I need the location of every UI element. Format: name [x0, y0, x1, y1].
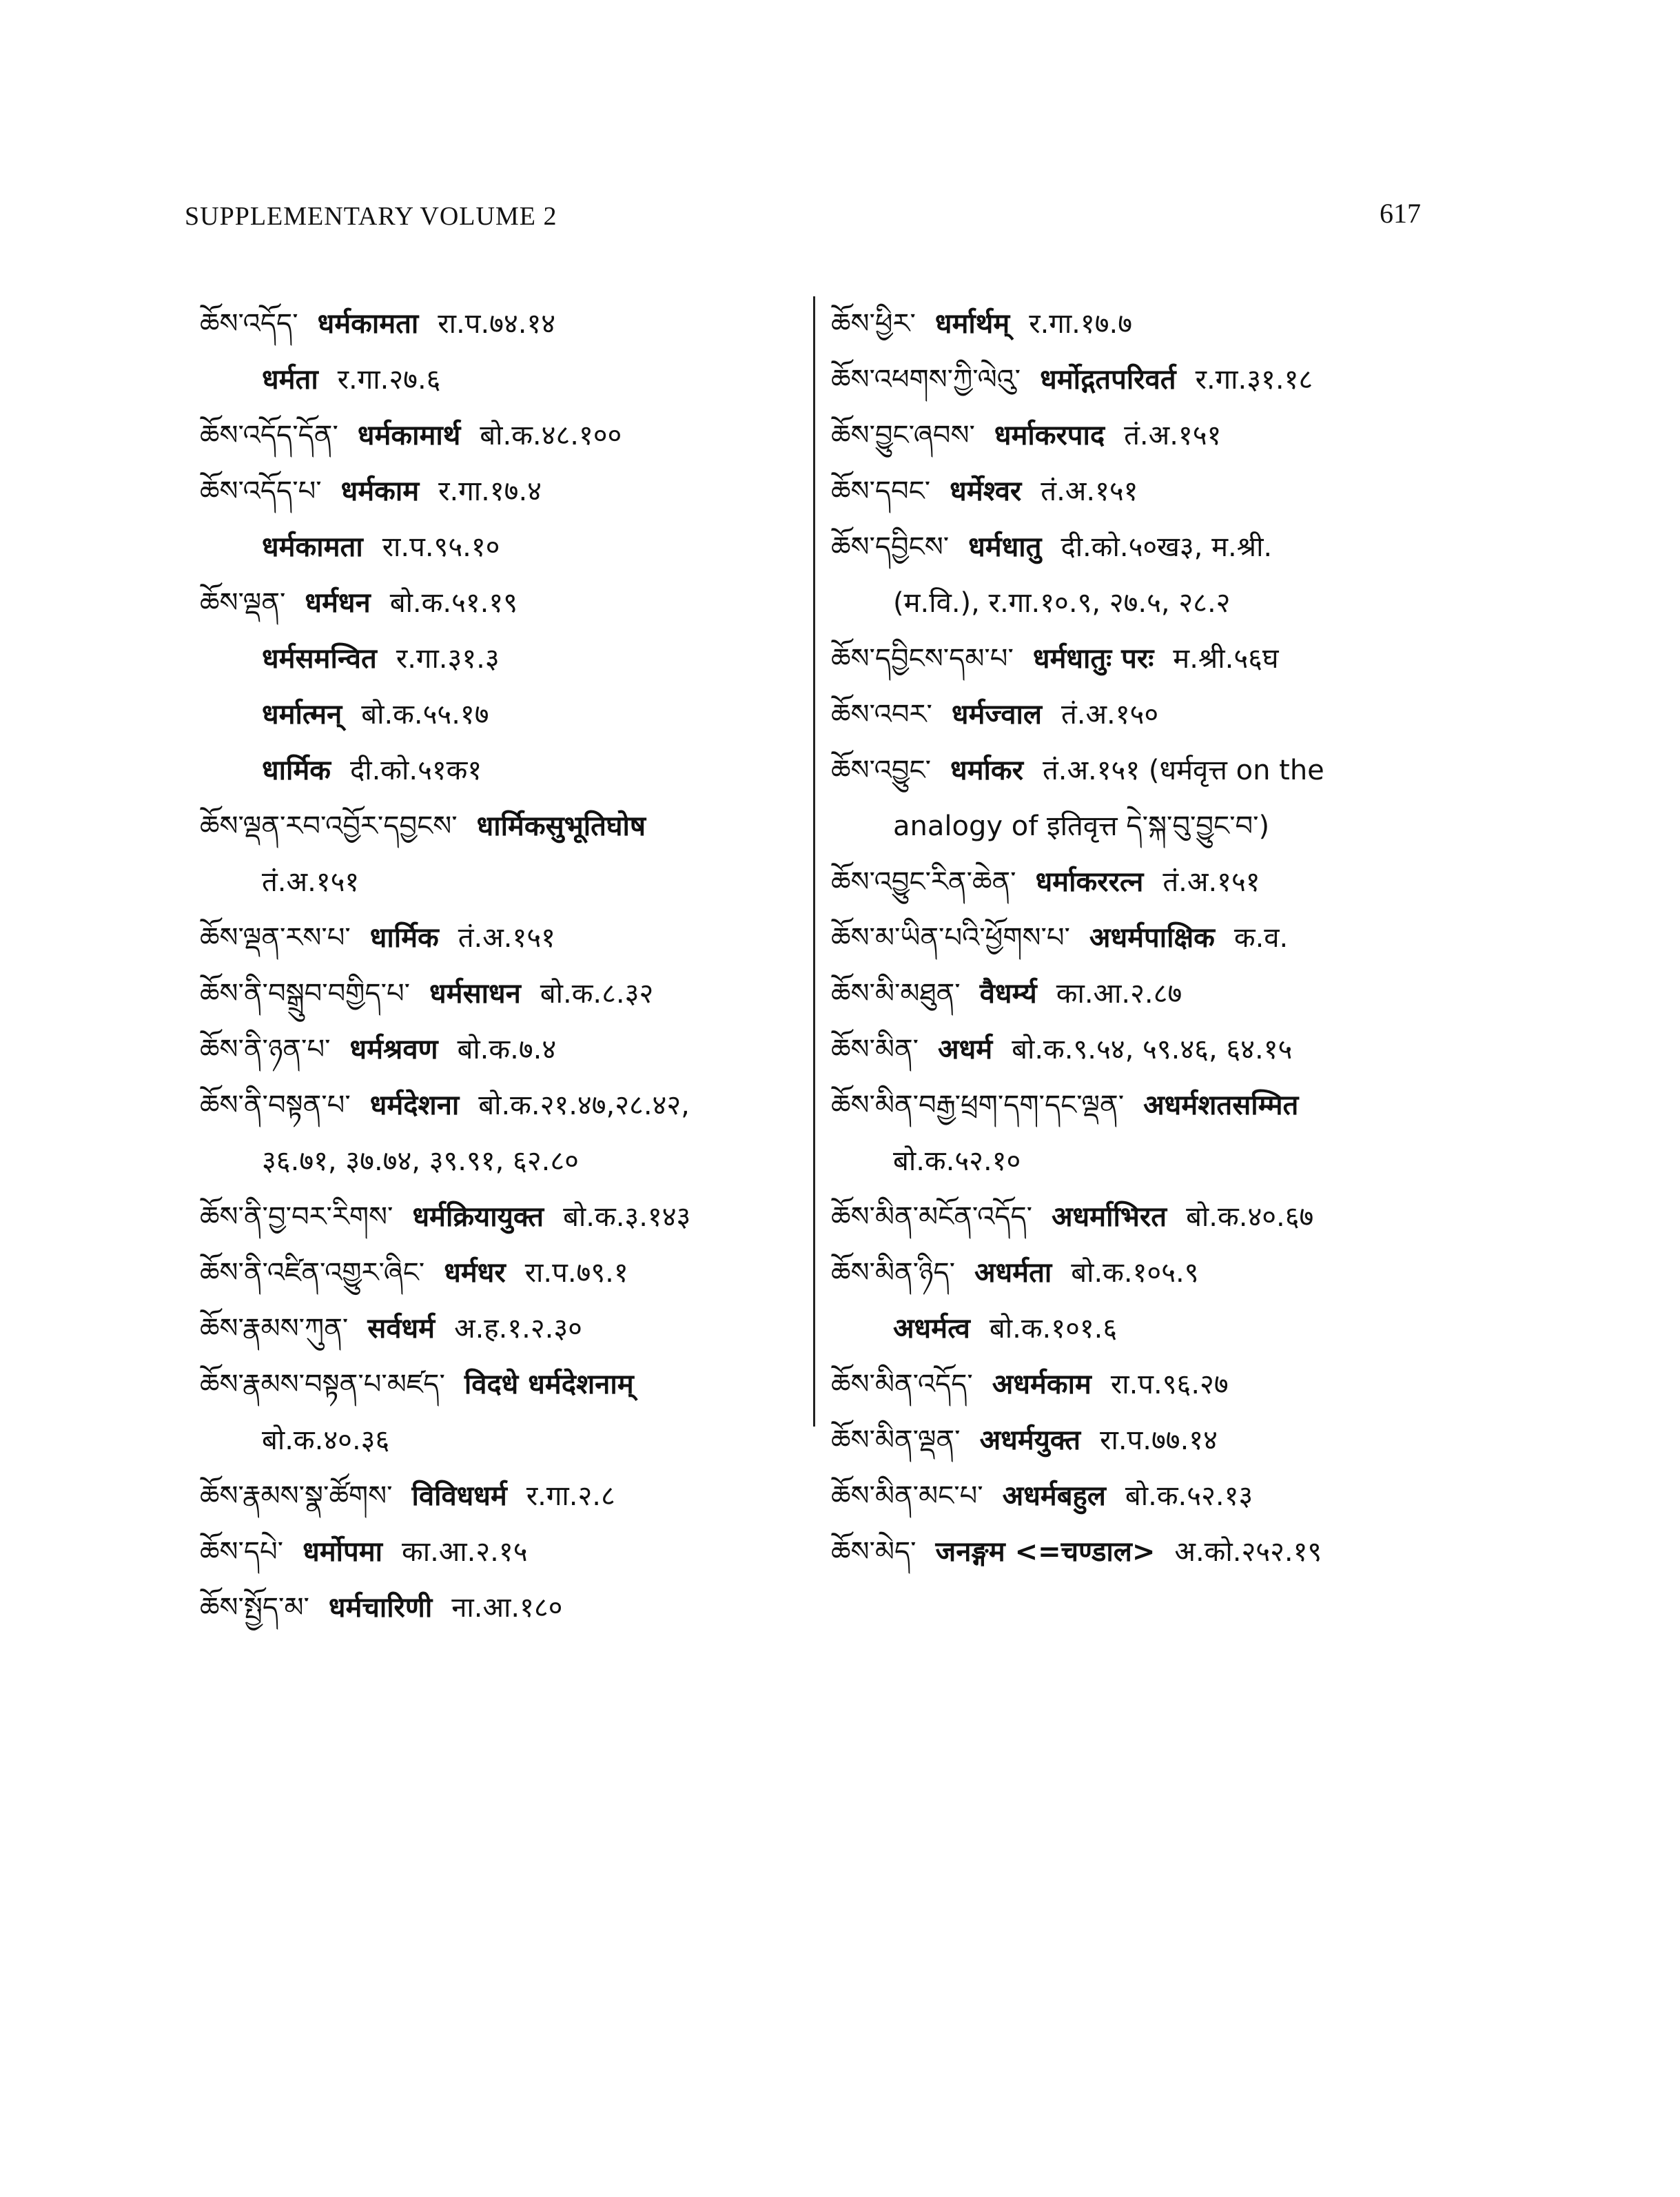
sanskrit-term: धर्माकरपाद	[994, 420, 1105, 451]
source-reference: र.गा.१७.४	[438, 476, 542, 507]
source-reference: बो.क.४०.३६	[262, 1424, 390, 1456]
sanskrit-term: धर्मसाधन	[429, 978, 521, 1010]
dictionary-entry	[831, 415, 1437, 456]
sanskrit-term: धर्मता	[262, 364, 318, 396]
tibetan-headword: ཆོས་མིན་བརྒྱ་ཕྲག་དག་དང་ལྡན་	[831, 1090, 1125, 1121]
source-reference: बो.क.९.५४, ५९.४६, ६४.१५	[1012, 1034, 1293, 1065]
source-reference: तं.अ.१५१	[1124, 420, 1222, 451]
source-reference: बो.क.२१.४७,२८.४२,	[478, 1090, 690, 1121]
source-reference: का.आ.२.८७	[1056, 978, 1182, 1010]
source-reference: बो.क.१०५.९	[1071, 1257, 1199, 1289]
sanskrit-term: धार्मिक	[262, 755, 331, 786]
dictionary-entry	[831, 1475, 1437, 1517]
dictionary-entry	[831, 1531, 1437, 1573]
sanskrit-term: धर्मक्रियायुक्त	[412, 1201, 544, 1233]
dictionary-entry-continuation	[831, 1141, 1437, 1182]
source-reference: रा.प.९६.२७	[1110, 1369, 1229, 1400]
dictionary-entry-continuation	[200, 861, 806, 903]
dictionary-entry	[200, 1587, 806, 1628]
sanskrit-term: धर्मार्थम्	[934, 308, 1010, 340]
sanskrit-term: धर्मधर	[444, 1257, 506, 1289]
dictionary-entry-continuation	[831, 582, 1437, 624]
dictionary-entry	[200, 1475, 806, 1517]
sanskrit-term: सर्वधर्म	[367, 1313, 436, 1345]
sanskrit-term: धर्माकर	[950, 755, 1023, 786]
sanskrit-term: विविधधर्म	[411, 1480, 507, 1512]
sanskrit-term: धर्मोद्गतपरिवर्त	[1040, 364, 1176, 396]
source-reference: र.गा.२.८	[526, 1480, 615, 1512]
dictionary-entry	[200, 303, 806, 345]
dictionary-entry	[200, 1531, 806, 1573]
tibetan-headword: ཆོས་འབྱུང་	[831, 755, 931, 786]
sanskrit-term: वैधर्म्य	[979, 978, 1037, 1010]
running-header: SUPPLEMENTARY VOLUME 2	[185, 202, 557, 231]
dictionary-entry-continuation	[200, 359, 806, 400]
sanskrit-term: धर्मकाम	[340, 476, 420, 507]
source-reference: analogy of इतिवृत्त དེ་སྐ་བུ་བྱུང་བ་)	[893, 810, 1270, 842]
dictionary-entry	[831, 917, 1437, 959]
sanskrit-term: धर्मदेशना	[369, 1090, 460, 1121]
dictionary-entry	[200, 471, 806, 512]
tibetan-headword: ཆོས་རྣམས་སྣ་ཚོགས་	[200, 1480, 393, 1512]
source-reference: रा.प.७९.१	[524, 1257, 628, 1289]
dictionary-entry	[831, 861, 1437, 903]
sanskrit-term: जनङ्गम <=चण्डाल>	[935, 1536, 1156, 1568]
dictionary-entry	[831, 527, 1437, 568]
sanskrit-term: धार्मिक	[369, 922, 439, 954]
source-reference: तं.अ.१५१	[1041, 476, 1138, 507]
dictionary-entry-continuation	[200, 1141, 806, 1182]
sanskrit-term: धर्मज्वाल	[951, 699, 1042, 730]
source-reference: दी.को.५१क१	[349, 755, 482, 786]
dictionary-entry	[831, 359, 1437, 400]
page-number: 617	[1380, 198, 1421, 229]
source-reference: बो.क.७.४	[457, 1034, 557, 1065]
sanskrit-term: धर्मधन	[305, 587, 371, 619]
source-reference: बो.क.१०१.६	[989, 1313, 1118, 1345]
tibetan-headword: ཆོས་མིན་	[831, 1034, 919, 1065]
source-reference: तं.अ.१५१	[458, 922, 555, 954]
column-divider	[813, 296, 815, 1427]
dictionary-entry	[200, 1029, 806, 1070]
tibetan-headword: ཆོས་ཕྱིར་	[831, 308, 916, 340]
source-reference: ३६.७१, ३७.७४, ३९.९१, ६२.८०	[262, 1145, 579, 1177]
dictionary-entry	[831, 1420, 1437, 1461]
dictionary-entry-continuation	[200, 1420, 806, 1461]
source-reference: र.गा.२७.६	[337, 364, 441, 396]
source-reference: र.गा.१७.७	[1029, 308, 1133, 340]
sanskrit-term: धर्मकामता	[317, 308, 419, 340]
left-column	[200, 303, 806, 1643]
tibetan-headword: ཆོས་མིན་མང་པ་	[831, 1480, 983, 1512]
source-reference: र.गा.३१.१८	[1195, 364, 1313, 396]
sanskrit-term: अधर्मबहुल	[1002, 1480, 1106, 1512]
sanskrit-term: धर्मसमन्वित	[262, 643, 377, 675]
tibetan-headword: ཆོས་ནི་ཉན་པ་	[200, 1034, 331, 1065]
tibetan-headword: ཆོས་མ་ཡིན་པའི་ཕྱོགས་པ་	[831, 922, 1070, 954]
dictionary-entry-continuation	[200, 694, 806, 735]
source-reference: रा.प.९५.१०	[382, 531, 500, 563]
tibetan-headword: ཆོས་མེད་	[831, 1536, 916, 1568]
source-reference: बो.क.४०.६७	[1186, 1201, 1314, 1233]
tibetan-headword: ཆོས་རྣམས་བསྟན་པ་མཛད་	[200, 1369, 445, 1400]
source-reference: अ.ह.१.२.३०	[454, 1313, 582, 1345]
dictionary-entry-continuation	[831, 1308, 1437, 1349]
tibetan-headword: ཆོས་འབྱུང་རིན་ཆེན་	[831, 866, 1016, 898]
tibetan-headword: ཆོས་སྤྱོད་མ་	[200, 1592, 309, 1624]
dictionary-entry	[831, 973, 1437, 1014]
dictionary-entry	[200, 917, 806, 959]
source-reference: बो.क.४८.१००	[480, 420, 622, 451]
tibetan-headword: ཆོས་འབར་	[831, 699, 932, 730]
source-reference: रा.प.७४.१४	[438, 308, 556, 340]
tibetan-headword: ཆོས་དབང་	[831, 476, 931, 507]
source-reference: बो.क.५१.१९	[389, 587, 518, 619]
tibetan-headword: ཆོས་ནི་འཛིན་འགྱུར་ཞིང་	[200, 1257, 425, 1289]
source-reference: अ.को.२५२.१९	[1174, 1536, 1322, 1568]
sanskrit-term: विदधे धर्मदेशनाम्	[464, 1369, 634, 1400]
dictionary-entry	[831, 303, 1437, 345]
sanskrit-term: धर्मकामता	[262, 531, 363, 563]
dictionary-entry-continuation	[200, 638, 806, 679]
dictionary-entry	[200, 1308, 806, 1349]
source-reference: तं.अ.१५०	[1061, 699, 1159, 730]
sanskrit-term: धर्मात्मन्	[262, 699, 342, 730]
dictionary-entry-continuation	[831, 806, 1437, 847]
tibetan-headword: ཆོས་འདོད་དོན་	[200, 420, 338, 451]
dictionary-entry	[831, 1029, 1437, 1070]
sanskrit-term: धर्मधातुः परः	[1032, 643, 1154, 675]
dictionary-entry	[200, 415, 806, 456]
tibetan-headword: ཆོས་ལྡན་རས་པ་	[200, 922, 351, 954]
dictionary-entry	[200, 973, 806, 1014]
source-reference: र.गा.३१.३	[396, 643, 500, 675]
source-reference: तं.अ.१५१	[262, 866, 360, 898]
sanskrit-term: अधर्म	[938, 1034, 993, 1065]
tibetan-headword: ཆོས་བྱུང་ཞབས་	[831, 420, 975, 451]
dictionary-entry	[831, 694, 1437, 735]
source-reference: बो.क.८.३२	[540, 978, 654, 1010]
source-reference: बो.क.५२.१०	[893, 1145, 1021, 1177]
sanskrit-term: धार्मिकसुभूतिघोष	[476, 810, 646, 842]
dictionary-entry	[200, 806, 806, 847]
sanskrit-term: अधर्मकाम	[992, 1369, 1092, 1400]
tibetan-headword: ཆོས་མི་མཐུན་	[831, 978, 961, 1010]
dictionary-entry	[200, 582, 806, 624]
dictionary-entry	[200, 1085, 806, 1126]
tibetan-headword: ཆོས་མིན་ལྡན་	[831, 1424, 961, 1456]
tibetan-headword: ཆོས་དཔེ་	[200, 1536, 284, 1568]
source-reference: का.आ.२.१५	[401, 1536, 528, 1568]
tibetan-headword: ཆོས་ནི་བསྒྲུབ་བགྱིད་པ་	[200, 978, 411, 1010]
dictionary-entry	[831, 1085, 1437, 1126]
tibetan-headword: ཆོས་འདོད་པ་	[200, 476, 322, 507]
dictionary-entry-continuation	[200, 527, 806, 568]
tibetan-headword: ཆོས་རྣམས་ཀུན་	[200, 1313, 349, 1345]
tibetan-headword: ཆོས་འཕགས་ཀྱི་ལེའུ་	[831, 364, 1021, 396]
sanskrit-term: अधर्मपाक्षिक	[1089, 922, 1215, 954]
dictionary-entry	[831, 638, 1437, 679]
source-reference: क.व.	[1233, 922, 1289, 954]
tibetan-headword: ཆོས་དབྱིངས་དམ་པ་	[831, 643, 1014, 675]
tibetan-headword: ཆོས་ལྡན་	[200, 587, 286, 619]
tibetan-headword: ཆོས་མིན་ཉིད་	[831, 1257, 955, 1289]
tibetan-headword: ཆོས་འདོད་	[200, 308, 298, 340]
source-reference: ना.आ.१८०	[451, 1592, 563, 1624]
tibetan-headword: ཆོས་ནི་བསྟན་པ་	[200, 1090, 351, 1121]
sanskrit-term: अधर्माभिरत	[1052, 1201, 1167, 1233]
tibetan-headword: ཆོས་མིན་འདོད་	[831, 1369, 973, 1400]
source-reference: बो.क.५५.१७	[361, 699, 489, 730]
sanskrit-term: धर्मेश्वर	[950, 476, 1022, 507]
dictionary-entry	[831, 1196, 1437, 1238]
source-reference: दी.को.५०ख३, म.श्री.	[1061, 531, 1273, 563]
sanskrit-term: धर्माकररत्न	[1035, 866, 1144, 898]
source-reference: म.श्री.५६घ	[1173, 643, 1279, 675]
sanskrit-term: धर्मकामार्थ	[357, 420, 461, 451]
source-reference: रा.प.७७.१४	[1100, 1424, 1218, 1456]
dictionary-entry-continuation	[200, 750, 806, 791]
sanskrit-term: धर्मधातु	[968, 531, 1042, 563]
tibetan-headword: ཆོས་མིན་མངོན་འདོད་	[831, 1201, 1032, 1233]
dictionary-entry	[831, 1252, 1437, 1294]
dictionary-entry	[831, 1364, 1437, 1405]
tibetan-headword: ཆོས་དབྱིངས་	[831, 531, 950, 563]
sanskrit-term: अधर्मयुक्त	[979, 1424, 1081, 1456]
source-reference: बो.क.५२.१३	[1125, 1480, 1253, 1512]
source-reference: बो.क.३.१४३	[563, 1201, 691, 1233]
sanskrit-term: धर्मोपमा	[303, 1536, 382, 1568]
source-reference: तं.अ.१५१	[1162, 866, 1260, 898]
tibetan-headword: ཆོས་ལྡན་རབ་འབྱོར་དབྱངས་	[200, 810, 458, 842]
sanskrit-term: अधर्मशतसम्मित	[1143, 1090, 1299, 1121]
sanskrit-term: अधर्मता	[974, 1257, 1052, 1289]
source-reference: (म.वि.), र.गा.१०.९, २७.५, २८.२	[893, 587, 1231, 619]
dictionary-entry	[831, 471, 1437, 512]
sanskrit-term: धर्मचारिणी	[328, 1592, 433, 1624]
dictionary-entry	[200, 1252, 806, 1294]
right-column	[831, 303, 1437, 1587]
dictionary-entry	[831, 750, 1437, 791]
sanskrit-term: अधर्मत्व	[893, 1313, 970, 1345]
tibetan-headword: ཆོས་ནི་བྱ་བར་རིགས་	[200, 1201, 393, 1233]
dictionary-entry	[200, 1364, 806, 1405]
source-reference: तं.अ.१५१ (धर्मवृत्त on the	[1042, 755, 1324, 786]
dictionary-entry	[200, 1196, 806, 1238]
sanskrit-term: धर्मश्रवण	[349, 1034, 438, 1065]
